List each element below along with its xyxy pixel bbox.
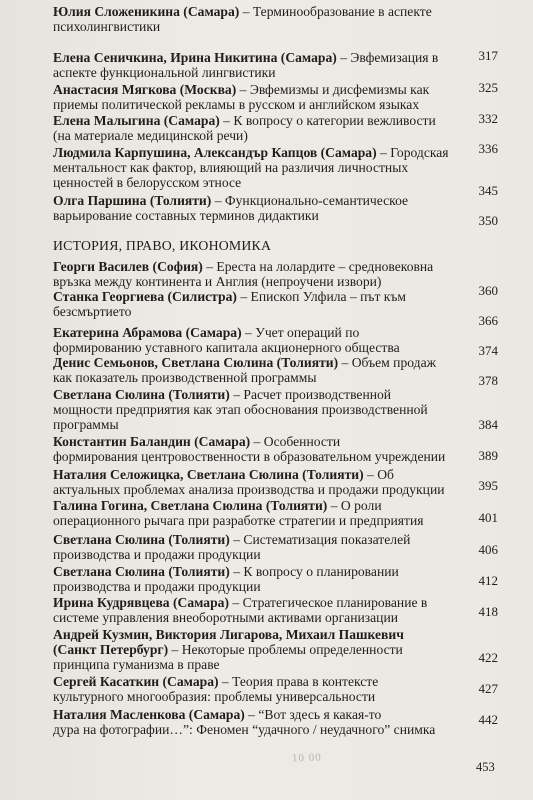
toc-entry — [53, 82, 493, 112]
toc-entry-page: 395 — [478, 478, 498, 493]
toc-entry-page: 406 — [478, 542, 498, 557]
toc-entry-title: – Эвфемизмы и дисфемизмы как — [236, 82, 430, 97]
toc-entry-title: формирования центровоственности в образовательном учреждении — [53, 449, 446, 464]
toc-entry-line — [53, 513, 493, 528]
toc-entry-title: – О роли — [327, 498, 382, 513]
toc-entry-author: Светлана Сюлина (Толияти) — [53, 564, 230, 579]
toc-entry-line — [53, 627, 493, 642]
toc-entry-line — [53, 113, 493, 128]
toc-entry-author: Андрей Кузмин, Виктория Лигарова, Михаил Пашкевич — [53, 627, 404, 642]
toc-entry-line — [53, 145, 493, 160]
toc-entry-line — [53, 289, 493, 304]
toc-entry-line — [53, 355, 493, 370]
toc-entry-title: производства и продажи продукции — [53, 579, 261, 594]
toc-entry-page: 317 — [478, 48, 498, 63]
section-heading: ИСТОРИЯ, ПРАВО, ИКОНОМИКА — [53, 238, 272, 253]
toc-entry-line — [53, 304, 493, 319]
toc-entry-title: программы — [53, 417, 119, 432]
toc-entry-title: – Об — [363, 467, 394, 482]
toc-entry-line — [53, 674, 493, 689]
toc-entry-title: – Епископ Улфила – път към — [236, 289, 407, 304]
toc-entry-page: 325 — [478, 80, 498, 95]
toc-entry-line — [53, 19, 493, 34]
toc-entry-author: Олга Паршина (Толияти) — [53, 193, 212, 208]
toc-entry-line — [53, 610, 493, 625]
toc-entry — [53, 325, 493, 355]
toc-entry-line — [53, 160, 493, 175]
toc-entry — [53, 595, 493, 625]
toc-entry-line — [53, 657, 493, 672]
toc-entry-line — [53, 722, 493, 737]
toc-entry-line — [53, 579, 493, 594]
toc-entry-title: ментальност как фактор, влияющий на различия личностных — [53, 160, 409, 175]
toc-entry-title: – Функционально-семантическое — [211, 193, 409, 208]
toc-entry-line — [53, 532, 493, 547]
toc-entry-line — [53, 259, 493, 274]
toc-entry — [53, 707, 493, 737]
toc-entry-author: Юлия Сложеникина (Самара) — [53, 4, 240, 19]
toc-entry-title: приемы политической рекламы в русском и английском языках — [53, 97, 420, 112]
toc-entry-author: Наталия Масленкова (Самара) — [53, 707, 245, 722]
toc-entry-title: психолингвистики — [53, 19, 161, 34]
toc-entry-line — [53, 128, 493, 143]
toc-entry — [53, 564, 493, 594]
toc-entry-title: мощности предприятия как этап обоснования производственной — [53, 402, 428, 417]
toc-entry — [53, 145, 493, 190]
toc-entry-page: 332 — [478, 111, 498, 126]
toc-entry-line — [53, 208, 493, 223]
toc-entry-line — [53, 434, 493, 449]
toc-entry-title: варьирование составных терминов дидактики — [53, 208, 319, 223]
toc-entry-title: (на материале медицинской речи) — [53, 128, 248, 143]
toc-entry-title: – “Вот здесь я какая-то — [244, 707, 382, 722]
toc-entry-author: Екатерина Абрамова (Самара) — [53, 325, 242, 340]
toc-entry-line — [53, 417, 493, 432]
toc-entry-page: 418 — [478, 604, 498, 619]
toc-entry — [53, 355, 493, 385]
toc-entry-title: аспекте функциональной лингвистики — [53, 65, 276, 80]
toc-entry-title: – Расчет производственной — [229, 387, 392, 402]
toc-entry-title: – Терминообразование в аспекте — [239, 4, 432, 19]
toc-entry-title: – Учет операций по — [241, 325, 360, 340]
toc-entry-line — [53, 97, 493, 112]
toc-entry — [53, 4, 493, 34]
toc-entry-line — [53, 689, 493, 704]
toc-entry — [53, 467, 493, 497]
toc-entry-title: – К вопросу о категории вежливости — [219, 113, 436, 128]
toc-entry-author: Константин Баландин (Самара) — [53, 434, 251, 449]
toc-entry-page: 374 — [478, 343, 498, 358]
toc-entry-title: системе управления внеоборотными активами организации — [53, 610, 398, 625]
toc-entry-author: Галина Гогина, Светлана Сюлина (Толияти) — [53, 498, 328, 513]
toc-entry-author: (Санкт Петербург) — [53, 642, 169, 657]
toc-entry-author: Георги Василев (София) — [53, 259, 203, 274]
toc-entry-line — [53, 4, 493, 19]
toc-entry-line — [53, 370, 493, 385]
toc-entry-title: ценностей в белорусском этносе — [53, 175, 242, 190]
toc-entry-title: принципа гуманизма в праве — [53, 657, 220, 672]
toc-entry-title: актуальных проблемах анализа производства и продажи продукции — [53, 482, 445, 497]
toc-entry-author: Людмила Карпушина, Александър Капцов (Самара) — [53, 145, 377, 160]
toc-entry-author: Елена Сеничкина, Ирина Никитина (Самара) — [53, 50, 337, 65]
toc-entry-title: как показатель производственной программы — [53, 370, 317, 385]
toc-entry-line — [53, 449, 493, 464]
toc-entry-title: – К вопросу о планировании — [229, 564, 399, 579]
toc-entry-title: культурного многообразия: проблемы универсальности — [53, 689, 376, 704]
toc-entry-author: Светлана Сюлина (Толияти) — [53, 387, 230, 402]
toc-entry-line — [53, 547, 493, 562]
toc-entry-author: Светлана Сюлина (Толияти) — [53, 532, 230, 547]
toc-entry-title: – Объем продаж — [338, 355, 436, 370]
toc-entry-line — [53, 50, 493, 65]
toc-entry-page: 345 — [478, 183, 498, 198]
toc-entry-page: 366 — [478, 313, 498, 328]
toc-entry-line — [53, 65, 493, 80]
toc-entry-line — [53, 707, 493, 722]
toc-entry-title: – Особенности — [250, 434, 341, 449]
toc-entry-line — [53, 482, 493, 497]
toc-entry — [53, 259, 493, 289]
toc-entry-title: – Эвфемизация в — [336, 50, 439, 65]
toc-entry-page: 336 — [478, 141, 498, 156]
toc-entry-line — [53, 82, 493, 97]
toc-entry — [53, 627, 493, 672]
toc-entry-title: операционного рычага при разработке стратегии и предприятия — [53, 513, 424, 528]
page-number: 453 — [476, 760, 495, 774]
toc-entry-title: производства и продажи продукции — [53, 547, 261, 562]
toc-entry — [53, 387, 493, 432]
toc-entry-author: Ирина Кудрявцева (Самара) — [53, 595, 229, 610]
toc-entry-line — [53, 274, 493, 289]
toc-entry-page: 422 — [478, 650, 498, 665]
toc-entry-author: Станка Георгиева (Силистра) — [53, 289, 237, 304]
toc-entry-page: 389 — [478, 448, 498, 463]
toc-entry-title: – Некоторые проблемы определенности — [168, 642, 403, 657]
toc-entry-page: 427 — [478, 681, 498, 696]
toc-entry — [53, 498, 493, 528]
toc-entry — [53, 193, 493, 223]
toc-entry-line — [53, 467, 493, 482]
toc-entry-line — [53, 402, 493, 417]
toc-entry-line — [53, 340, 493, 355]
toc-entry-line — [53, 498, 493, 513]
faint-stamp-mark: 10 00 — [291, 751, 322, 765]
toc-entry — [53, 434, 493, 464]
toc-entry-page: 350 — [478, 213, 498, 228]
toc-entry-title: – Ереста на лолардите – средновековна — [202, 259, 434, 274]
toc-entry-author: Наталия Селожицка, Светлана Сюлина (Толияти) — [53, 467, 364, 482]
toc-entry — [53, 289, 493, 319]
toc-entry — [53, 50, 493, 80]
toc-entry — [53, 674, 493, 704]
toc-entry-title: – Систематизация показателей — [229, 532, 411, 547]
toc-entry — [53, 113, 493, 143]
toc-entry-title: формированию уставного капитала акционерного общества — [53, 340, 400, 355]
toc-entry-page: 384 — [478, 417, 498, 432]
toc-entry-line — [53, 564, 493, 579]
toc-entry-title: безсмъртието — [53, 304, 132, 319]
toc-entry-title: връзка между континента и Англия (непроучени извори) — [53, 274, 382, 289]
toc-entry-page: 442 — [478, 712, 498, 727]
toc-entry-line — [53, 387, 493, 402]
toc-entry — [53, 532, 493, 562]
toc-entry-title: – Стратегическое планирование в — [228, 595, 428, 610]
toc-entry-line — [53, 642, 493, 657]
toc-entry-title: – Теория права в контексте — [218, 674, 379, 689]
toc-entry-author: Сергей Касаткин (Самара) — [53, 674, 219, 689]
toc-entry-title: дура на фотографии…”: Феномен “удачного / неудачного” снимка — [53, 722, 436, 737]
toc-entry-line — [53, 325, 493, 340]
toc-entry-line — [53, 193, 493, 208]
toc-entry-author: Анастасия Мягкова (Москва) — [53, 82, 237, 97]
toc-entry-page: 401 — [478, 510, 498, 525]
toc-entry-page: 360 — [478, 283, 498, 298]
toc-entry-title: – Городская — [376, 145, 449, 160]
toc-entry-author: Денис Семьонов, Светлана Сюлина (Толияти) — [53, 355, 339, 370]
toc-entry-line — [53, 175, 493, 190]
toc-entry-line — [53, 595, 493, 610]
toc-entry-author: Елена Малыгина (Самара) — [53, 113, 220, 128]
toc-entry-page: 412 — [478, 573, 498, 588]
toc-entry-page: 378 — [478, 373, 498, 388]
